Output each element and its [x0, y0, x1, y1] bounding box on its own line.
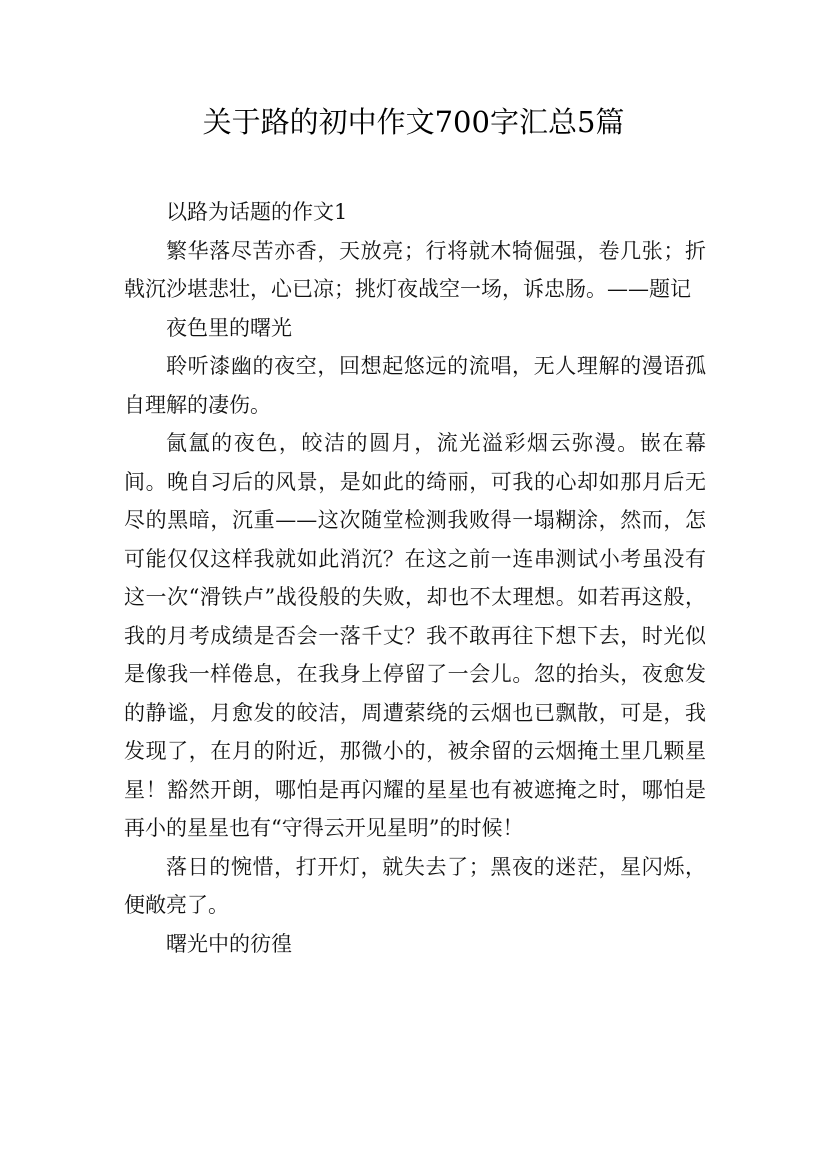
document-body: [124, 193, 706, 963]
body-paragraph: 氤氲的夜色，皎洁的圆月，流光溢彩烟云弥漫。嵌在幕间。晚自习后的风景，是如此的绮丽，可我的心却如那月后无尽的黑暗，沉重——这次随堂检测我败得一塌糊涂，然而，怎可能仅仅这样我就如此消沉？在这之前一连串测试小考虽没有这一次“滑铁卢”战役般的失败，却也不太理想。如若再这般，我的月考成绩是否会一落千丈？我不敢再往下想下去，时光似是像我一样倦息，在我身上停留了一会儿。忽的抬头，夜愈发的静谧，月愈发的皎洁，周遭萦绕的云烟也已飘散，可是，我发现了，在月的附近，那微小的，被余留的云烟掩土里几颗星星！豁然开朗，哪怕是再闪耀的星星也有被遮掩之时，哪怕是再小的星星也有“守得云开见星明”的时候！: [124, 431, 706, 840]
section-heading: 曙光中的彷徨: [166, 931, 292, 956]
epigraph-paragraph: 繁华落尽苦亦香，天放亮；行将就木犄倔强，卷几张；折戟沉沙堪悲壮，心已凉；挑灯夜战空一场，诉忠肠。——题记: [124, 238, 706, 301]
document-title: 关于路的初中作文700字汇总5篇: [202, 105, 625, 139]
essay-heading: 以路为话题的作文1: [166, 200, 348, 224]
body-paragraph: 落日的惋惜，打开灯，就失去了；黑夜的迷茫，星闪烁，便敞亮了。: [124, 854, 706, 917]
section-heading: 夜色里的曙光: [166, 315, 292, 340]
body-paragraph: 聆听漆幽的夜空，回想起悠远的流唱，无人理解的漫语孤自理解的凄伤。: [124, 354, 706, 417]
